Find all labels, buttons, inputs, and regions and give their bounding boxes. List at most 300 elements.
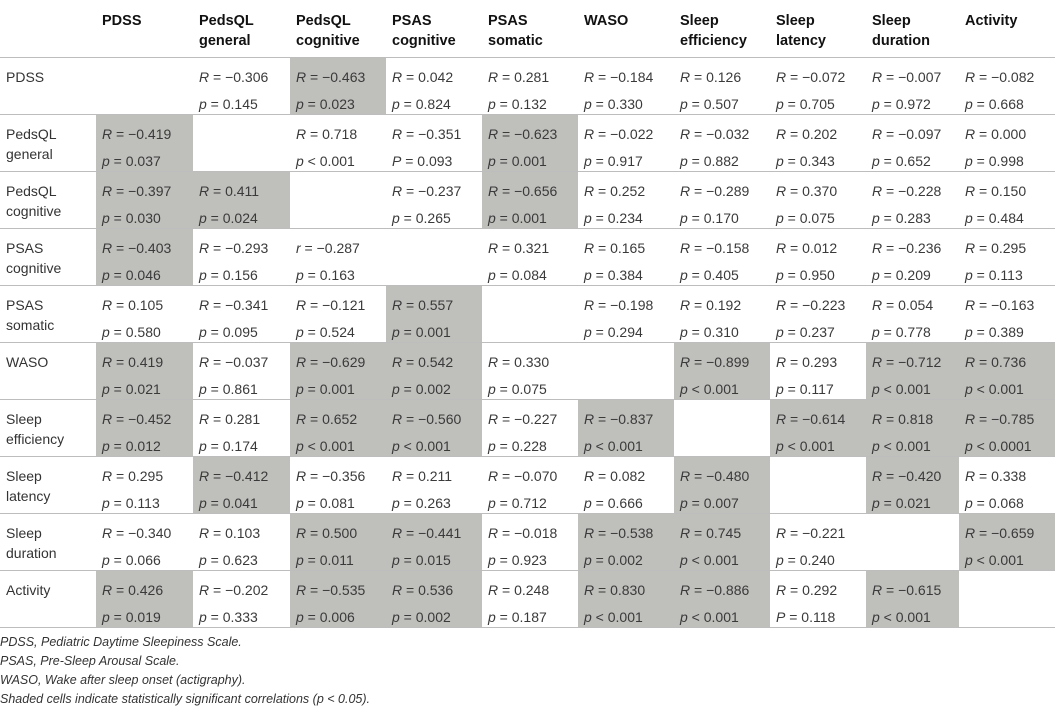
column-header: PDSS bbox=[96, 0, 193, 57]
correlation-cell bbox=[290, 342, 386, 399]
table-row bbox=[0, 570, 1055, 627]
correlation-cell bbox=[770, 228, 866, 285]
p-value: p = 0.580 bbox=[102, 323, 161, 340]
r-value: R = −0.070 bbox=[488, 467, 558, 484]
r-value: R = −0.785 bbox=[965, 410, 1035, 427]
r-value: R = 0.105 bbox=[102, 296, 164, 313]
r-value: R = −0.082 bbox=[965, 68, 1035, 85]
correlation-cell bbox=[770, 285, 866, 342]
column-header: WASO bbox=[578, 0, 674, 57]
correlation-cell bbox=[866, 57, 959, 114]
correlation-cell bbox=[96, 285, 193, 342]
row-header: Sleep efficiency bbox=[6, 410, 65, 447]
table-row bbox=[0, 513, 1055, 570]
table-row bbox=[0, 114, 1055, 171]
p-value: p = 0.923 bbox=[488, 551, 547, 568]
correlation-cell bbox=[96, 456, 193, 513]
correlation-cell bbox=[193, 513, 290, 570]
correlation-cell bbox=[386, 513, 482, 570]
r-value: R = −0.356 bbox=[296, 467, 366, 484]
correlation-cell bbox=[290, 114, 386, 171]
p-value: p = 0.882 bbox=[680, 152, 739, 169]
p-value: p = 0.263 bbox=[392, 494, 451, 511]
r-value: R = 0.295 bbox=[102, 467, 164, 484]
column-header: PedsQL general bbox=[193, 0, 290, 57]
r-value: R = −0.351 bbox=[392, 125, 462, 142]
r-value: R = 0.830 bbox=[584, 581, 646, 598]
correlation-cell bbox=[386, 114, 482, 171]
p-value: p < 0.001 bbox=[965, 380, 1024, 397]
p-value: p = 0.237 bbox=[776, 323, 835, 340]
table-row bbox=[0, 399, 1055, 456]
r-value: R = 0.536 bbox=[392, 581, 454, 598]
p-value: p = 0.041 bbox=[199, 494, 258, 511]
p-value: p = 0.950 bbox=[776, 266, 835, 283]
p-value: p < 0.001 bbox=[296, 152, 355, 169]
correlation-cell bbox=[770, 399, 866, 456]
r-value: R = 0.211 bbox=[392, 467, 453, 484]
correlation-cell bbox=[386, 456, 482, 513]
r-value: R = −0.293 bbox=[199, 239, 269, 256]
p-value: p < 0.001 bbox=[680, 551, 739, 568]
diagonal-cell bbox=[866, 513, 959, 570]
r-value: R = −0.306 bbox=[199, 68, 269, 85]
p-value: p = 0.384 bbox=[584, 266, 643, 283]
r-value: R = −0.403 bbox=[102, 239, 172, 256]
diagonal-cell bbox=[770, 456, 866, 513]
r-value: R = 0.082 bbox=[584, 467, 646, 484]
p-value: p = 0.046 bbox=[102, 266, 161, 283]
diagonal-cell bbox=[578, 342, 674, 399]
table-row bbox=[0, 57, 1055, 114]
r-value: r = −0.287 bbox=[296, 239, 360, 256]
r-value: R = 0.426 bbox=[102, 581, 164, 598]
p-value: p = 0.824 bbox=[392, 95, 451, 112]
r-value: R = −0.659 bbox=[965, 524, 1035, 541]
r-value: R = −0.538 bbox=[584, 524, 654, 541]
table-row bbox=[0, 228, 1055, 285]
p-value: p = 0.075 bbox=[776, 209, 835, 226]
correlation-cell bbox=[866, 114, 959, 171]
p-value: p = 0.113 bbox=[965, 266, 1023, 283]
r-value: R = −0.228 bbox=[872, 182, 942, 199]
p-value: p = 0.484 bbox=[965, 209, 1024, 226]
p-value: p = 0.652 bbox=[872, 152, 931, 169]
table-row bbox=[0, 171, 1055, 228]
correlation-cell bbox=[866, 342, 959, 399]
correlation-cell bbox=[674, 513, 770, 570]
r-value: R = −0.712 bbox=[872, 353, 942, 370]
p-value: p = 0.623 bbox=[199, 551, 258, 568]
r-value: R = −0.237 bbox=[392, 182, 462, 199]
correlation-cell bbox=[386, 171, 482, 228]
r-value: R = 0.338 bbox=[965, 467, 1027, 484]
r-value: R = −0.535 bbox=[296, 581, 366, 598]
correlation-cell bbox=[674, 228, 770, 285]
footnote: PSAS, Pre-Sleep Arousal Scale. bbox=[0, 654, 180, 668]
column-header: Sleep efficiency bbox=[674, 0, 770, 57]
table-footnotes bbox=[0, 633, 370, 709]
r-value: R = −0.614 bbox=[776, 410, 846, 427]
row-header: PSAS cognitive bbox=[6, 239, 62, 276]
column-header: Sleep latency bbox=[770, 0, 866, 57]
correlation-cell bbox=[193, 399, 290, 456]
correlation-cell bbox=[578, 513, 674, 570]
r-value: R = −0.097 bbox=[872, 125, 942, 142]
r-value: R = −0.072 bbox=[776, 68, 846, 85]
p-value: p = 0.001 bbox=[488, 152, 547, 169]
r-value: R = 0.370 bbox=[776, 182, 838, 199]
diagonal-cell bbox=[674, 399, 770, 456]
p-value: p < 0.001 bbox=[776, 437, 835, 454]
r-value: R = −0.629 bbox=[296, 353, 366, 370]
p-value: p = 0.163 bbox=[296, 266, 355, 283]
correlation-cell bbox=[959, 228, 1055, 285]
r-value: R = 0.103 bbox=[199, 524, 261, 541]
r-value: R = 0.542 bbox=[392, 353, 454, 370]
correlation-cell bbox=[959, 57, 1055, 114]
correlation-cell bbox=[290, 513, 386, 570]
p-value: p = 0.240 bbox=[776, 551, 835, 568]
diagonal-cell bbox=[482, 285, 578, 342]
correlation-cell bbox=[96, 114, 193, 171]
correlation-cell bbox=[770, 57, 866, 114]
p-value: p = 0.068 bbox=[965, 494, 1024, 511]
correlation-cell bbox=[290, 57, 386, 114]
r-value: R = 0.252 bbox=[584, 182, 646, 199]
correlation-cell bbox=[674, 342, 770, 399]
p-value: p = 0.075 bbox=[488, 380, 547, 397]
diagonal-cell bbox=[386, 228, 482, 285]
r-value: R = −0.163 bbox=[965, 296, 1035, 313]
footnote: WASO, Wake after sleep onset (actigraphy). bbox=[0, 673, 246, 687]
correlation-cell bbox=[193, 342, 290, 399]
row-header: PSAS somatic bbox=[6, 296, 55, 333]
p-value: p = 0.024 bbox=[199, 209, 258, 226]
p-value: p = 0.001 bbox=[296, 380, 355, 397]
p-value: p = 0.002 bbox=[392, 380, 451, 397]
r-value: R = −0.032 bbox=[680, 125, 750, 142]
column-header: PedsQL cognitive bbox=[290, 0, 386, 57]
r-value: R = −0.480 bbox=[680, 467, 750, 484]
row-header: PDSS bbox=[6, 68, 45, 85]
r-value: R = −0.615 bbox=[872, 581, 942, 598]
r-value: R = −0.037 bbox=[199, 353, 269, 370]
r-value: R = 0.500 bbox=[296, 524, 358, 541]
r-value: R = 0.126 bbox=[680, 68, 742, 85]
footnote: Shaded cells indicate statistically significant correlations (p < 0.05). bbox=[0, 692, 370, 706]
r-value: R = 0.818 bbox=[872, 410, 934, 427]
correlation-cell bbox=[674, 285, 770, 342]
correlation-cell bbox=[866, 570, 959, 627]
correlation-cell bbox=[866, 171, 959, 228]
r-value: R = −0.463 bbox=[296, 68, 366, 85]
r-value: R = −0.623 bbox=[488, 125, 558, 142]
row-header: Activity bbox=[6, 581, 51, 598]
p-value: p = 0.668 bbox=[965, 95, 1024, 112]
correlation-cell bbox=[866, 399, 959, 456]
p-value: p = 0.405 bbox=[680, 266, 739, 283]
correlation-cell bbox=[578, 570, 674, 627]
correlation-cell bbox=[96, 171, 193, 228]
correlation-cell bbox=[866, 456, 959, 513]
p-value: p = 0.283 bbox=[872, 209, 931, 226]
r-value: R = 0.042 bbox=[392, 68, 454, 85]
r-value: R = −0.121 bbox=[296, 296, 366, 313]
p-value: p < 0.001 bbox=[392, 437, 451, 454]
correlation-cell bbox=[770, 342, 866, 399]
p-value: p = 0.011 bbox=[296, 551, 354, 568]
p-value: p = 0.310 bbox=[680, 323, 739, 340]
diagonal-cell bbox=[96, 57, 193, 114]
p-value: p = 0.524 bbox=[296, 323, 355, 340]
p-value: p = 0.209 bbox=[872, 266, 931, 283]
p-value: p < 0.001 bbox=[296, 437, 355, 454]
row-header: Sleep duration bbox=[6, 524, 57, 561]
p-value: p < 0.001 bbox=[872, 380, 931, 397]
correlation-cell bbox=[96, 342, 193, 399]
p-value: p < 0.0001 bbox=[965, 437, 1032, 454]
correlation-cell bbox=[193, 57, 290, 114]
p-value: p = 0.002 bbox=[584, 551, 643, 568]
p-value: p < 0.001 bbox=[965, 551, 1024, 568]
r-value: R = 0.281 bbox=[199, 410, 261, 427]
footnote: PDSS, Pediatric Daytime Sleepiness Scale. bbox=[0, 635, 242, 649]
r-value: R = 0.248 bbox=[488, 581, 550, 598]
r-value: R = −0.340 bbox=[102, 524, 172, 541]
correlation-cell bbox=[578, 171, 674, 228]
p-value: p = 0.132 bbox=[488, 95, 547, 112]
correlation-cell bbox=[674, 171, 770, 228]
correlation-cell bbox=[290, 228, 386, 285]
p-value: p = 0.998 bbox=[965, 152, 1024, 169]
p-value: p = 0.712 bbox=[488, 494, 547, 511]
correlation-cell bbox=[770, 513, 866, 570]
diagonal-cell bbox=[193, 114, 290, 171]
r-value: R = 0.292 bbox=[776, 581, 838, 598]
r-value: R = 0.652 bbox=[296, 410, 358, 427]
r-value: R = −0.419 bbox=[102, 125, 172, 142]
r-value: R = 0.202 bbox=[776, 125, 838, 142]
correlation-cell bbox=[96, 228, 193, 285]
r-value: R = −0.022 bbox=[584, 125, 654, 142]
correlation-cell bbox=[482, 570, 578, 627]
r-value: R = −0.227 bbox=[488, 410, 558, 427]
p-value: p = 0.145 bbox=[199, 95, 258, 112]
p-value: p = 0.265 bbox=[392, 209, 451, 226]
p-value: p = 0.174 bbox=[199, 437, 258, 454]
r-value: R = 0.012 bbox=[776, 239, 838, 256]
r-value: R = −0.899 bbox=[680, 353, 750, 370]
p-value: p = 0.917 bbox=[584, 152, 643, 169]
correlation-cell bbox=[770, 114, 866, 171]
correlation-cell bbox=[482, 456, 578, 513]
r-value: R = −0.184 bbox=[584, 68, 654, 85]
correlation-cell bbox=[193, 570, 290, 627]
p-value: p = 0.861 bbox=[199, 380, 258, 397]
r-value: R = 0.165 bbox=[584, 239, 646, 256]
r-value: R = 0.295 bbox=[965, 239, 1027, 256]
correlation-cell bbox=[959, 456, 1055, 513]
diagonal-cell bbox=[290, 171, 386, 228]
column-header: PSAS somatic bbox=[482, 0, 578, 57]
r-value: R = −0.198 bbox=[584, 296, 654, 313]
correlation-cell bbox=[193, 285, 290, 342]
correlation-cell bbox=[290, 285, 386, 342]
correlation-cell bbox=[770, 171, 866, 228]
p-value: p = 0.006 bbox=[296, 608, 355, 625]
p-value: p = 0.228 bbox=[488, 437, 547, 454]
r-value: R = 0.736 bbox=[965, 353, 1027, 370]
correlation-cell bbox=[578, 114, 674, 171]
correlation-cell bbox=[866, 228, 959, 285]
correlation-cell bbox=[290, 456, 386, 513]
table-body bbox=[0, 57, 1055, 627]
r-value: R = 0.293 bbox=[776, 353, 838, 370]
correlation-cell bbox=[674, 456, 770, 513]
correlation-cell bbox=[290, 570, 386, 627]
p-value: p < 0.001 bbox=[872, 437, 931, 454]
correlation-cell bbox=[482, 513, 578, 570]
p-value: p = 0.002 bbox=[392, 608, 451, 625]
p-value: p = 0.294 bbox=[584, 323, 643, 340]
column-header: PSAS cognitive bbox=[386, 0, 482, 57]
column-header: Sleep duration bbox=[866, 0, 959, 57]
p-value: p < 0.001 bbox=[680, 380, 739, 397]
row-header: PedsQL general bbox=[6, 125, 57, 162]
p-value: p = 0.001 bbox=[392, 323, 451, 340]
r-value: R = −0.289 bbox=[680, 182, 750, 199]
r-value: R = 0.718 bbox=[296, 125, 358, 142]
p-value: p = 0.030 bbox=[102, 209, 161, 226]
correlation-cell bbox=[578, 399, 674, 456]
correlation-cell bbox=[959, 285, 1055, 342]
correlation-cell bbox=[386, 570, 482, 627]
r-value: R = 0.419 bbox=[102, 353, 164, 370]
r-value: R = 0.054 bbox=[872, 296, 934, 313]
p-value: p = 0.001 bbox=[488, 209, 547, 226]
r-value: R = 0.192 bbox=[680, 296, 742, 313]
p-value: p = 0.066 bbox=[102, 551, 161, 568]
p-value: p = 0.037 bbox=[102, 152, 161, 169]
p-value: p = 0.333 bbox=[199, 608, 258, 625]
p-value: p = 0.507 bbox=[680, 95, 739, 112]
correlation-cell bbox=[96, 513, 193, 570]
p-value: p = 0.972 bbox=[872, 95, 931, 112]
r-value: R = −0.420 bbox=[872, 467, 942, 484]
r-value: R = −0.018 bbox=[488, 524, 558, 541]
correlation-cell bbox=[482, 399, 578, 456]
correlation-cell bbox=[386, 57, 482, 114]
p-value: p = 0.021 bbox=[872, 494, 931, 511]
p-value: p = 0.023 bbox=[296, 95, 355, 112]
r-value: R = −0.341 bbox=[199, 296, 269, 313]
r-value: R = −0.236 bbox=[872, 239, 942, 256]
r-value: R = −0.441 bbox=[392, 524, 462, 541]
correlation-cell bbox=[482, 171, 578, 228]
p-value: p = 0.081 bbox=[296, 494, 355, 511]
row-header: WASO bbox=[6, 353, 49, 370]
correlation-cell bbox=[386, 342, 482, 399]
r-value: R = −0.837 bbox=[584, 410, 654, 427]
r-value: R = 0.411 bbox=[199, 182, 260, 199]
p-value: p = 0.234 bbox=[584, 209, 643, 226]
p-value: p = 0.389 bbox=[965, 323, 1024, 340]
p-value: p = 0.187 bbox=[488, 608, 547, 625]
correlation-cell bbox=[482, 342, 578, 399]
table-row bbox=[0, 342, 1055, 399]
correlation-cell bbox=[482, 57, 578, 114]
r-value: R = −0.221 bbox=[776, 524, 846, 541]
p-value: p = 0.007 bbox=[680, 494, 739, 511]
p-value: p = 0.015 bbox=[392, 551, 451, 568]
r-value: R = 0.745 bbox=[680, 524, 742, 541]
p-value: p = 0.021 bbox=[102, 380, 161, 397]
r-value: R = −0.007 bbox=[872, 68, 942, 85]
correlation-cell bbox=[193, 171, 290, 228]
table-row bbox=[0, 456, 1055, 513]
correlation-cell bbox=[578, 285, 674, 342]
table-row bbox=[0, 285, 1055, 342]
correlation-cell bbox=[193, 228, 290, 285]
correlation-cell bbox=[770, 570, 866, 627]
r-value: R = −0.656 bbox=[488, 182, 558, 199]
correlation-cell bbox=[674, 114, 770, 171]
correlation-cell bbox=[386, 285, 482, 342]
r-value: R = 0.330 bbox=[488, 353, 550, 370]
correlation-cell bbox=[959, 171, 1055, 228]
correlation-cell bbox=[290, 399, 386, 456]
header-row bbox=[0, 0, 1055, 57]
p-value: p = 0.019 bbox=[102, 608, 161, 625]
p-value: p = 0.705 bbox=[776, 95, 835, 112]
p-value: p = 0.113 bbox=[102, 494, 160, 511]
correlation-cell bbox=[959, 513, 1055, 570]
r-value: R = −0.223 bbox=[776, 296, 846, 313]
correlation-cell bbox=[674, 57, 770, 114]
p-value: p = 0.084 bbox=[488, 266, 547, 283]
r-value: R = 0.557 bbox=[392, 296, 454, 313]
p-value: p < 0.001 bbox=[584, 608, 643, 625]
correlation-cell bbox=[578, 228, 674, 285]
p-value: p = 0.156 bbox=[199, 266, 258, 283]
r-value: R = −0.452 bbox=[102, 410, 172, 427]
p-value: p = 0.343 bbox=[776, 152, 835, 169]
correlation-cell bbox=[482, 114, 578, 171]
r-value: R = −0.412 bbox=[199, 467, 269, 484]
correlation-cell bbox=[959, 342, 1055, 399]
p-value: p = 0.117 bbox=[776, 380, 834, 397]
r-value: R = 0.000 bbox=[965, 125, 1027, 142]
p-value: p < 0.001 bbox=[680, 608, 739, 625]
correlation-cell bbox=[866, 285, 959, 342]
row-header: PedsQL cognitive bbox=[6, 182, 62, 219]
r-value: R = 0.150 bbox=[965, 182, 1027, 199]
corner-header bbox=[0, 0, 96, 57]
correlation-cell bbox=[959, 114, 1055, 171]
p-value: P = 0.118 bbox=[776, 608, 836, 625]
r-value: R = −0.202 bbox=[199, 581, 269, 598]
p-value: p < 0.001 bbox=[872, 608, 931, 625]
r-value: R = −0.560 bbox=[392, 410, 462, 427]
correlation-cell bbox=[96, 570, 193, 627]
column-header: Activity bbox=[959, 0, 1055, 57]
diagonal-cell bbox=[959, 570, 1055, 627]
r-value: R = −0.886 bbox=[680, 581, 750, 598]
correlation-cell bbox=[96, 399, 193, 456]
correlation-cell bbox=[193, 456, 290, 513]
correlation-cell bbox=[674, 570, 770, 627]
